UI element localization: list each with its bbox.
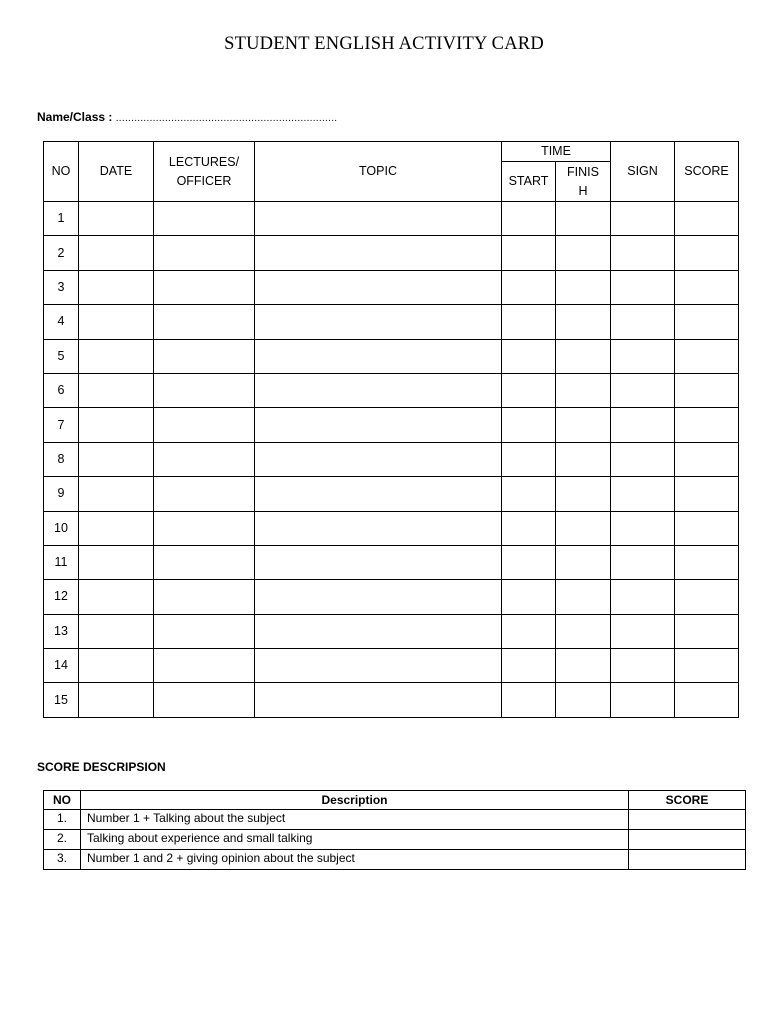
desc-row-no: 1. bbox=[44, 810, 81, 830]
topic-cell[interactable] bbox=[255, 202, 502, 236]
table-row bbox=[44, 614, 739, 648]
topic-cell[interactable] bbox=[255, 614, 502, 648]
topic-cell[interactable] bbox=[255, 477, 502, 511]
row-no: 5 bbox=[44, 339, 79, 373]
table-row bbox=[44, 477, 739, 511]
table-row bbox=[44, 683, 739, 717]
topic-cell[interactable] bbox=[255, 408, 502, 442]
date-cell[interactable] bbox=[79, 580, 154, 614]
desc-row-score[interactable] bbox=[629, 810, 746, 830]
finish-cell[interactable] bbox=[556, 614, 611, 648]
lectures-cell[interactable] bbox=[154, 649, 255, 683]
lectures-cell[interactable] bbox=[154, 270, 255, 304]
desc-header-score: SCORE bbox=[629, 791, 746, 810]
score-cell[interactable] bbox=[675, 408, 739, 442]
finish-cell[interactable] bbox=[556, 236, 611, 270]
table-row bbox=[44, 545, 739, 579]
lectures-cell[interactable] bbox=[154, 580, 255, 614]
desc-row-description: Number 1 and 2 + giving opinion about the subject bbox=[81, 850, 629, 870]
score-cell[interactable] bbox=[675, 305, 739, 339]
start-cell[interactable] bbox=[502, 408, 556, 442]
topic-cell[interactable] bbox=[255, 236, 502, 270]
start-cell[interactable] bbox=[502, 683, 556, 717]
sign-cell[interactable] bbox=[611, 270, 675, 304]
date-cell[interactable] bbox=[79, 511, 154, 545]
activity-table-body bbox=[44, 202, 739, 718]
table-row bbox=[44, 202, 739, 236]
row-no: 12 bbox=[44, 580, 79, 614]
lectures-cell[interactable] bbox=[154, 545, 255, 579]
table-row bbox=[44, 236, 739, 270]
table-row bbox=[44, 580, 739, 614]
topic-cell[interactable] bbox=[255, 442, 502, 476]
start-cell[interactable] bbox=[502, 614, 556, 648]
finish-cell[interactable] bbox=[556, 580, 611, 614]
start-cell[interactable] bbox=[502, 477, 556, 511]
score-cell[interactable] bbox=[675, 683, 739, 717]
topic-cell[interactable] bbox=[255, 580, 502, 614]
lectures-cell[interactable] bbox=[154, 408, 255, 442]
score-cell[interactable] bbox=[675, 236, 739, 270]
header-lectures-officer bbox=[154, 142, 255, 202]
score-cell[interactable] bbox=[675, 511, 739, 545]
start-cell[interactable] bbox=[502, 305, 556, 339]
date-cell[interactable] bbox=[79, 477, 154, 511]
date-cell[interactable] bbox=[79, 270, 154, 304]
sign-cell[interactable] bbox=[611, 580, 675, 614]
desc-row-no: 2. bbox=[44, 830, 81, 850]
table-row bbox=[44, 373, 739, 407]
row-no: 15 bbox=[44, 683, 79, 717]
sign-cell[interactable] bbox=[611, 649, 675, 683]
row-no: 13 bbox=[44, 614, 79, 648]
lectures-cell[interactable] bbox=[154, 442, 255, 476]
score-description-label: SCORE DESCRIPSION bbox=[37, 760, 166, 774]
row-no: 10 bbox=[44, 511, 79, 545]
start-cell[interactable] bbox=[502, 442, 556, 476]
lectures-cell[interactable] bbox=[154, 305, 255, 339]
row-no: 11 bbox=[44, 545, 79, 579]
date-cell[interactable] bbox=[79, 236, 154, 270]
row-no: 2 bbox=[44, 236, 79, 270]
date-cell[interactable] bbox=[79, 408, 154, 442]
date-cell[interactable] bbox=[79, 649, 154, 683]
date-cell[interactable] bbox=[79, 202, 154, 236]
start-cell[interactable] bbox=[502, 511, 556, 545]
score-cell[interactable] bbox=[675, 545, 739, 579]
desc-row-score[interactable] bbox=[629, 830, 746, 850]
row-no: 4 bbox=[44, 305, 79, 339]
score-cell[interactable] bbox=[675, 477, 739, 511]
score-cell[interactable] bbox=[675, 339, 739, 373]
start-cell[interactable] bbox=[502, 270, 556, 304]
topic-cell[interactable] bbox=[255, 305, 502, 339]
score-cell[interactable] bbox=[675, 202, 739, 236]
score-cell[interactable] bbox=[675, 649, 739, 683]
sign-cell[interactable] bbox=[611, 614, 675, 648]
finish-cell[interactable] bbox=[556, 339, 611, 373]
header-sign: SIGN bbox=[611, 142, 675, 202]
row-no: 9 bbox=[44, 477, 79, 511]
header-finish-line2: H bbox=[578, 183, 588, 198]
finish-cell[interactable] bbox=[556, 270, 611, 304]
row-no: 14 bbox=[44, 649, 79, 683]
finish-cell[interactable] bbox=[556, 305, 611, 339]
date-cell[interactable] bbox=[79, 683, 154, 717]
topic-cell[interactable] bbox=[255, 683, 502, 717]
desc-row-no: 3. bbox=[44, 850, 81, 870]
table-row bbox=[44, 339, 739, 373]
start-cell[interactable] bbox=[502, 649, 556, 683]
sign-cell[interactable] bbox=[611, 373, 675, 407]
sign-cell[interactable] bbox=[611, 202, 675, 236]
activity-table bbox=[43, 141, 739, 718]
finish-cell[interactable] bbox=[556, 683, 611, 717]
lectures-cell[interactable] bbox=[154, 614, 255, 648]
score-cell[interactable] bbox=[675, 442, 739, 476]
table-row bbox=[44, 830, 746, 850]
finish-cell[interactable] bbox=[556, 511, 611, 545]
date-cell[interactable] bbox=[79, 339, 154, 373]
date-cell[interactable] bbox=[79, 442, 154, 476]
header-lectures-line2: OFFICER bbox=[176, 173, 232, 188]
start-cell[interactable] bbox=[502, 202, 556, 236]
header-topic: TOPIC bbox=[255, 142, 502, 202]
finish-cell[interactable] bbox=[556, 545, 611, 579]
table-row bbox=[44, 270, 739, 304]
finish-cell[interactable] bbox=[556, 477, 611, 511]
header-no: NO bbox=[44, 142, 79, 202]
sign-cell[interactable] bbox=[611, 408, 675, 442]
lectures-cell[interactable] bbox=[154, 373, 255, 407]
row-no: 1 bbox=[44, 202, 79, 236]
topic-cell[interactable] bbox=[255, 339, 502, 373]
desc-row-description: Number 1 + Talking about the subject bbox=[81, 810, 629, 830]
header-finish bbox=[556, 162, 611, 202]
name-class-field bbox=[37, 110, 337, 124]
sign-cell[interactable] bbox=[611, 477, 675, 511]
start-cell[interactable] bbox=[502, 339, 556, 373]
sign-cell[interactable] bbox=[611, 511, 675, 545]
lectures-cell[interactable] bbox=[154, 202, 255, 236]
desc-header-description: Description bbox=[81, 791, 629, 810]
desc-header-no: NO bbox=[44, 791, 81, 810]
table-row bbox=[44, 305, 739, 339]
finish-cell[interactable] bbox=[556, 442, 611, 476]
date-cell[interactable] bbox=[79, 614, 154, 648]
sign-cell[interactable] bbox=[611, 305, 675, 339]
finish-cell[interactable] bbox=[556, 373, 611, 407]
desc-row-description: Talking about experience and small talking bbox=[81, 830, 629, 850]
sign-cell[interactable] bbox=[611, 442, 675, 476]
header-time: TIME bbox=[502, 142, 611, 162]
table-row bbox=[44, 408, 739, 442]
header-lectures-line1: LECTURES/ bbox=[168, 154, 240, 169]
score-description-body bbox=[44, 810, 746, 870]
start-cell[interactable] bbox=[502, 580, 556, 614]
date-cell[interactable] bbox=[79, 305, 154, 339]
topic-cell[interactable] bbox=[255, 511, 502, 545]
date-cell[interactable] bbox=[79, 373, 154, 407]
table-row bbox=[44, 442, 739, 476]
start-cell[interactable] bbox=[502, 373, 556, 407]
row-no: 3 bbox=[44, 270, 79, 304]
score-cell[interactable] bbox=[675, 270, 739, 304]
row-no: 8 bbox=[44, 442, 79, 476]
score-cell[interactable] bbox=[675, 373, 739, 407]
start-cell[interactable] bbox=[502, 236, 556, 270]
table-row bbox=[44, 649, 739, 683]
header-score: SCORE bbox=[675, 142, 739, 202]
topic-cell[interactable] bbox=[255, 270, 502, 304]
finish-cell[interactable] bbox=[556, 202, 611, 236]
header-start: START bbox=[502, 162, 556, 202]
table-row bbox=[44, 511, 739, 545]
lectures-cell[interactable] bbox=[154, 477, 255, 511]
table-row bbox=[44, 810, 746, 830]
sign-cell[interactable] bbox=[611, 545, 675, 579]
desc-row-score[interactable] bbox=[629, 850, 746, 870]
finish-cell[interactable] bbox=[556, 649, 611, 683]
lectures-cell[interactable] bbox=[154, 339, 255, 373]
sign-cell[interactable] bbox=[611, 339, 675, 373]
date-cell[interactable] bbox=[79, 545, 154, 579]
lectures-cell[interactable] bbox=[154, 236, 255, 270]
topic-cell[interactable] bbox=[255, 373, 502, 407]
finish-cell[interactable] bbox=[556, 408, 611, 442]
topic-cell[interactable] bbox=[255, 545, 502, 579]
sign-cell[interactable] bbox=[611, 236, 675, 270]
header-finish-line1: FINIS bbox=[567, 164, 599, 179]
sign-cell[interactable] bbox=[611, 683, 675, 717]
name-class-blank: ........................................................................ bbox=[115, 113, 338, 124]
score-description-table bbox=[43, 790, 746, 870]
row-no: 7 bbox=[44, 408, 79, 442]
table-row bbox=[44, 850, 746, 870]
lectures-cell[interactable] bbox=[154, 511, 255, 545]
page-title: STUDENT ENGLISH ACTIVITY CARD bbox=[224, 34, 544, 54]
score-cell[interactable] bbox=[675, 614, 739, 648]
name-class-label: Name/Class : bbox=[37, 110, 113, 124]
row-no: 6 bbox=[44, 373, 79, 407]
header-date: DATE bbox=[79, 142, 154, 202]
topic-cell[interactable] bbox=[255, 649, 502, 683]
score-cell[interactable] bbox=[675, 580, 739, 614]
start-cell[interactable] bbox=[502, 545, 556, 579]
lectures-cell[interactable] bbox=[154, 683, 255, 717]
